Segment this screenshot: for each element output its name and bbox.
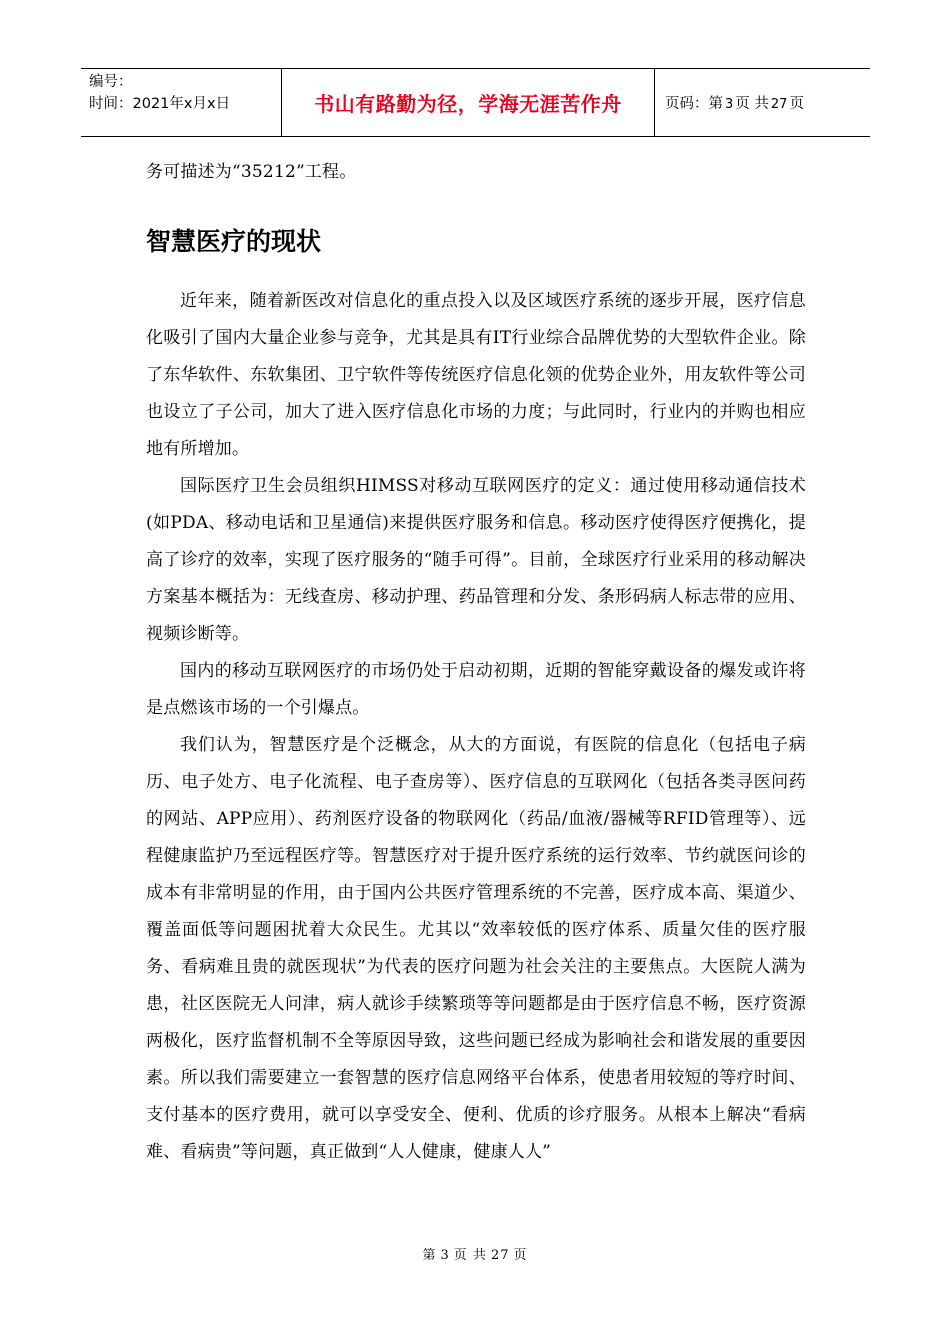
page-header [81,68,870,137]
section-title: 智慧医疗的现状 [146,227,322,256]
continued-text-line: 务可描述为“35212”工程。 [146,162,357,182]
page-footer [0,1244,950,1263]
paragraph: 国际医疗卫生会员组织HIMSS对移动互联网医疗的定义：通过使用移动通信技术(如PDA、移动电话和卫星通信)来提供医疗服务和信息。移动医疗使得医疗便携化，提高了诊疗的效率，实现了医疗服务的“随手可得”。目前，全球医疗行业采用的移动解决方案基本概括为：无线查房、移动护理、药品管理和分发、条形码病人标志带的应用、视频诊断等。 [146,476,806,644]
header-page-prefix: 页码：第 [665,96,723,112]
footer-prefix: 第 [422,1248,437,1263]
footer-page-total: 27 [490,1248,510,1263]
header-motto-cell [281,69,655,136]
header-page-total: 27 [770,97,788,112]
header-page-current: 3 [725,97,734,112]
header-page-suffix: 页 [789,96,804,112]
document-time-label: 时间：2021年x月x日 [89,96,231,112]
footer-page-current: 3 [440,1248,450,1263]
header-page-cell [655,69,870,136]
paragraph: 近年来，随着新医改对信息化的重点投入以及区域医疗系统的逐步开展，医疗信息化吸引了国内大量企业参与竞争，尤其是具有IT行业综合品牌优势的大型软件企业。除了东华软件、东软集团、卫宁软件等传统医疗信息化领的优势企业外，用友软件等公司也设立了子公司，加大了进入医疗信息化市场的力度；与此同时，行业内的并购也相应地有所增加。 [146,291,806,459]
footer-mid: 页 共 [453,1248,487,1263]
section-body [146,283,806,1171]
paragraph: 我们认为，智慧医疗是个泛概念，从大的方面说，有医院的信息化（包括电子病历、电子处方、电子化流程、电子查房等）、医疗信息的互联网化（包括各类寻医问药的网站、APP应用）、药剂医疗设备的物联网化（药品/血液/器械等RFID管理等）、远程健康监护乃至远程医疗等。智慧医疗对于提升医疗系统的运行效率、节约就医问诊的成本有非常明显的作用，由于国内公共医疗管理系统的不完善，医疗成本高、渠道少、覆盖面低等问题困扰着大众民生。尤其以“效率较低的医疗体系、质量欠佳的医疗服务、看病难且贵的就医现状”为代表的医疗问题为社会关注的主要焦点。大医院人满为患，社区医院无人问津，病人就诊手续繁琐等等问题都是由于医疗信息不畅，医疗资源两极化，医疗监督机制不全等原因导致，这些问题已经成为影响社会和谐发展的重要因素。所以我们需要建立一套智慧的医疗信息网络平台体系，使患者用较短的等疗时间、支付基本的医疗费用，就可以享受安全、便利、优质的诊疗服务。从根本上解决“看病难、看病贵”等问题，真正做到“人人健康，健康人人” [146,735,806,1162]
header-page-number [665,92,870,113]
header-info-cell [81,69,281,136]
header-motto: 书山有路勤为径，学海无涯苦作舟 [314,92,622,116]
paragraph: 国内的移动互联网医疗的市场仍处于启动初期，近期的智能穿戴设备的爆发或许将是点燃该市场的一个引爆点。 [146,661,806,718]
footer-suffix: 页 [513,1248,528,1263]
document-id-label: 编号： [89,74,133,90]
header-page-mid: 页 共 [735,96,769,112]
